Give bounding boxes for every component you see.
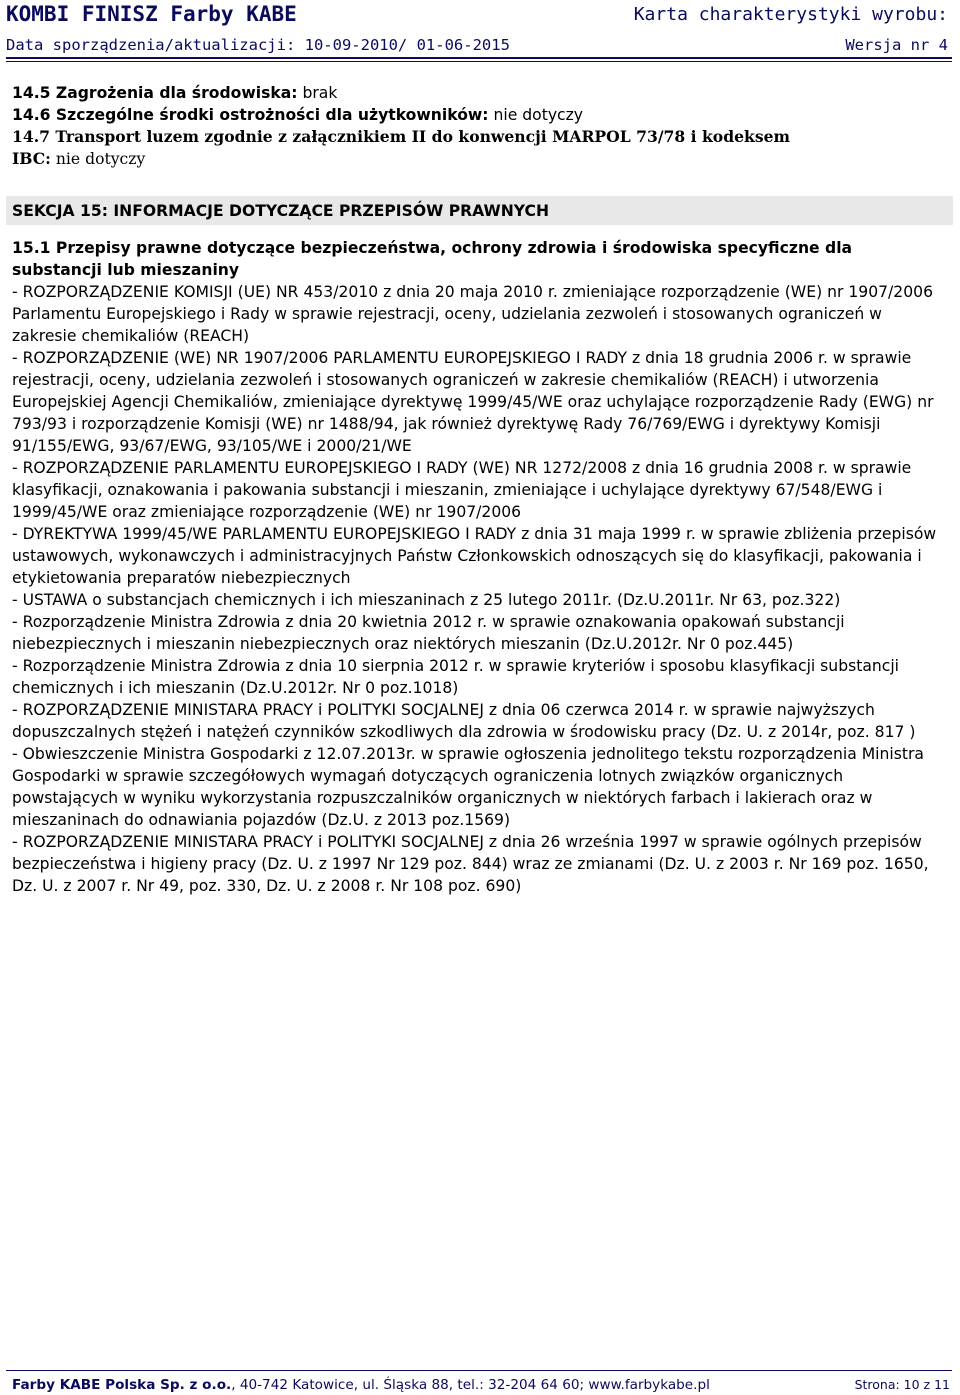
version-label: Wersja nr 4 xyxy=(845,36,948,54)
page-content xyxy=(12,82,947,897)
section-14-5-value: brak xyxy=(297,84,338,102)
regulation-item: - ROZPORZĄDZENIE MINISTARA PRACY i POLITYKI SOCJALNEJ z dnia 26 września 1997 w sprawie ogólnych przepisów bezpieczeństwa i higieny pracy (Dz. U. z 1997 Nr 129 poz. 844) wraz ze zmianami (Dz. U. z 2003 r. Nr 169 poz. 1650, Dz. U. z 2007 r. Nr 49, poz. 330, Dz. U. z 2008 r. Nr 108 poz. 690) xyxy=(12,833,929,895)
section-14-6-heading: 14.6 Szczególne środki ostrożności dla użytkowników: xyxy=(12,106,489,124)
footer-divider xyxy=(6,1370,952,1371)
document-header xyxy=(6,0,954,30)
header-divider xyxy=(6,57,952,59)
regulation-item: - ROZPORZĄDZENIE (WE) NR 1907/2006 PARLAMENTU EUROPEJSKIEGO I RADY z dnia 18 grudnia 2006 r. w sprawie rejestracji, oceny, udzielania zezwoleń i stosowanych ograniczeń w zakresie chemikaliów (REACH) i utworzenia Europejskiej Agencji Chemikaliów, zmieniające dyrektywę 1999/45/WE oraz uchylające rozporządzenie Rady (EWG) nr 793/93 i rozporządzenie Komisji (WE) nr 1488/94, jak również dyrektywę Rady 76/769/EWG i dyrektywy Komisji 91/155/EWG, 93/67/EWG, 93/105/WE i 2000/21/WE xyxy=(12,349,934,455)
footer-company: Farby KABE Polska Sp. z o.o. xyxy=(12,1377,232,1393)
regulation-item: - Obwieszczenie Ministra Gospodarki z 12.07.2013r. w sprawie ogłoszenia jednolitego tekstu rozporządzenia Ministra Gospodarki w sprawie szczegółowych wymagań dotyczących ograniczenia lotnych związków organicznych powstających w wyniku wykorzystania rozpuszczalników organicznych w niektórych farbach i lakierach oraz w mieszaninach do odnawiania pojazdów (Dz.U. z 2013 poz.1569) xyxy=(12,745,924,829)
section-14-6-value: nie dotyczy xyxy=(488,106,584,124)
page-number: Strona: 10 z 11 xyxy=(854,1377,950,1392)
card-title: Karta charakterystyki wyrobu: xyxy=(633,4,948,25)
regulation-item: - Rozporządzenie Ministra Zdrowia z dnia 20 kwietnia 2012 r. w sprawie oznakowania opakowań substancji niebezpiecznych i mieszanin niebezpiecznych oraz niektórych mieszanin (Dz.U.2012r. Nr 0 poz.445) xyxy=(12,613,845,653)
company-name: KOMBI FINISZ Farby KABE xyxy=(6,2,297,26)
section-14-5 xyxy=(12,82,947,104)
date-line: Data sporządzenia/aktualizacji: 10-09-2010/ 01-06-2015 xyxy=(6,36,510,54)
section-15-title: SEKCJA 15: INFORMACJE DOTYCZĄCE PRZEPISÓW PRAWNYCH xyxy=(6,196,953,225)
section-14-7-heading-line2: IBC: xyxy=(12,149,51,168)
regulation-item: - DYREKTYWA 1999/45/WE PARLAMENTU EUROPEJSKIEGO I RADY z dnia 31 maja 1999 r. w sprawie zbliżenia przepisów ustawowych, wykonawczych i administracyjnych Państw Członkowskich odnoszących się do klasyfikacji, pakowania i etykietowania preparatów niebezpiecznych xyxy=(12,525,937,587)
header-divider-thin xyxy=(6,61,952,62)
regulation-item: - USTAWA o substancjach chemicznych i ich mieszaninach z 25 lutego 2011r. (Dz.U.2011r. Nr 63, poz.322) xyxy=(12,591,841,609)
section-14-7-heading-line1: 14.7 Transport luzem zgodnie z załącznikiem II do konwencji MARPOL 73/78 i kodeksem xyxy=(12,127,791,146)
header-meta xyxy=(6,36,954,58)
regulation-item: - ROZPORZĄDZENIE KOMISJI (UE) NR 453/2010 z dnia 20 maja 2010 r. zmieniające rozporządzenie (WE) nr 1907/2006 Parlamentu Europejskiego i Rady w sprawie rejestracji, oceny, udzielania zezwoleń i stosowanych ograniczeń w zakresie chemikaliów (REACH) xyxy=(12,283,933,345)
section-14-7-value: nie dotyczy xyxy=(50,150,146,168)
footer-contact xyxy=(12,1377,710,1393)
regulation-item: - Rozporządzenie Ministra Zdrowia z dnia 10 sierpnia 2012 r. w sprawie kryteriów i sposobu klasyfikacji substancji chemicznych i ich mieszanin (Dz.U.2012r. Nr 0 poz.1018) xyxy=(12,657,900,697)
regulation-item: - ROZPORZĄDZENIE MINISTARA PRACY i POLITYKI SOCJALNEJ z dnia 06 czerwca 2014 r. w sprawie najwyższych dopuszczalnych stężeń i natężeń czynników szkodliwych dla zdrowia w środowisku pracy (Dz. U. z 2014r, poz. 817 ) xyxy=(12,701,916,741)
section-14-6 xyxy=(12,104,947,126)
footer-address: , 40-742 Katowice, ul. Śląska 88, tel.: 32-204 64 60; www.farbykabe.pl xyxy=(231,1377,710,1393)
regulation-item: - ROZPORZĄDZENIE PARLAMENTU EUROPEJSKIEGO I RADY (WE) NR 1272/2008 z dnia 16 grudnia 2008 r. w sprawie klasyfikacji, oznakowania i pakowania substancji i mieszanin, zmieniające i uchylające dyrektywy 67/548/EWG i 1999/45/WE oraz zmieniające rozporządzenie (WE) nr 1907/2006 xyxy=(12,459,912,521)
section-14-5-heading: 14.5 Zagrożenia dla środowiska: xyxy=(12,84,298,102)
section-15-1-heading: 15.1 Przepisy prawne dotyczące bezpieczeństwa, ochrony zdrowia i środowiska specyficzne dla substancji lub mieszaniny xyxy=(12,239,853,279)
section-14-7 xyxy=(12,126,947,170)
